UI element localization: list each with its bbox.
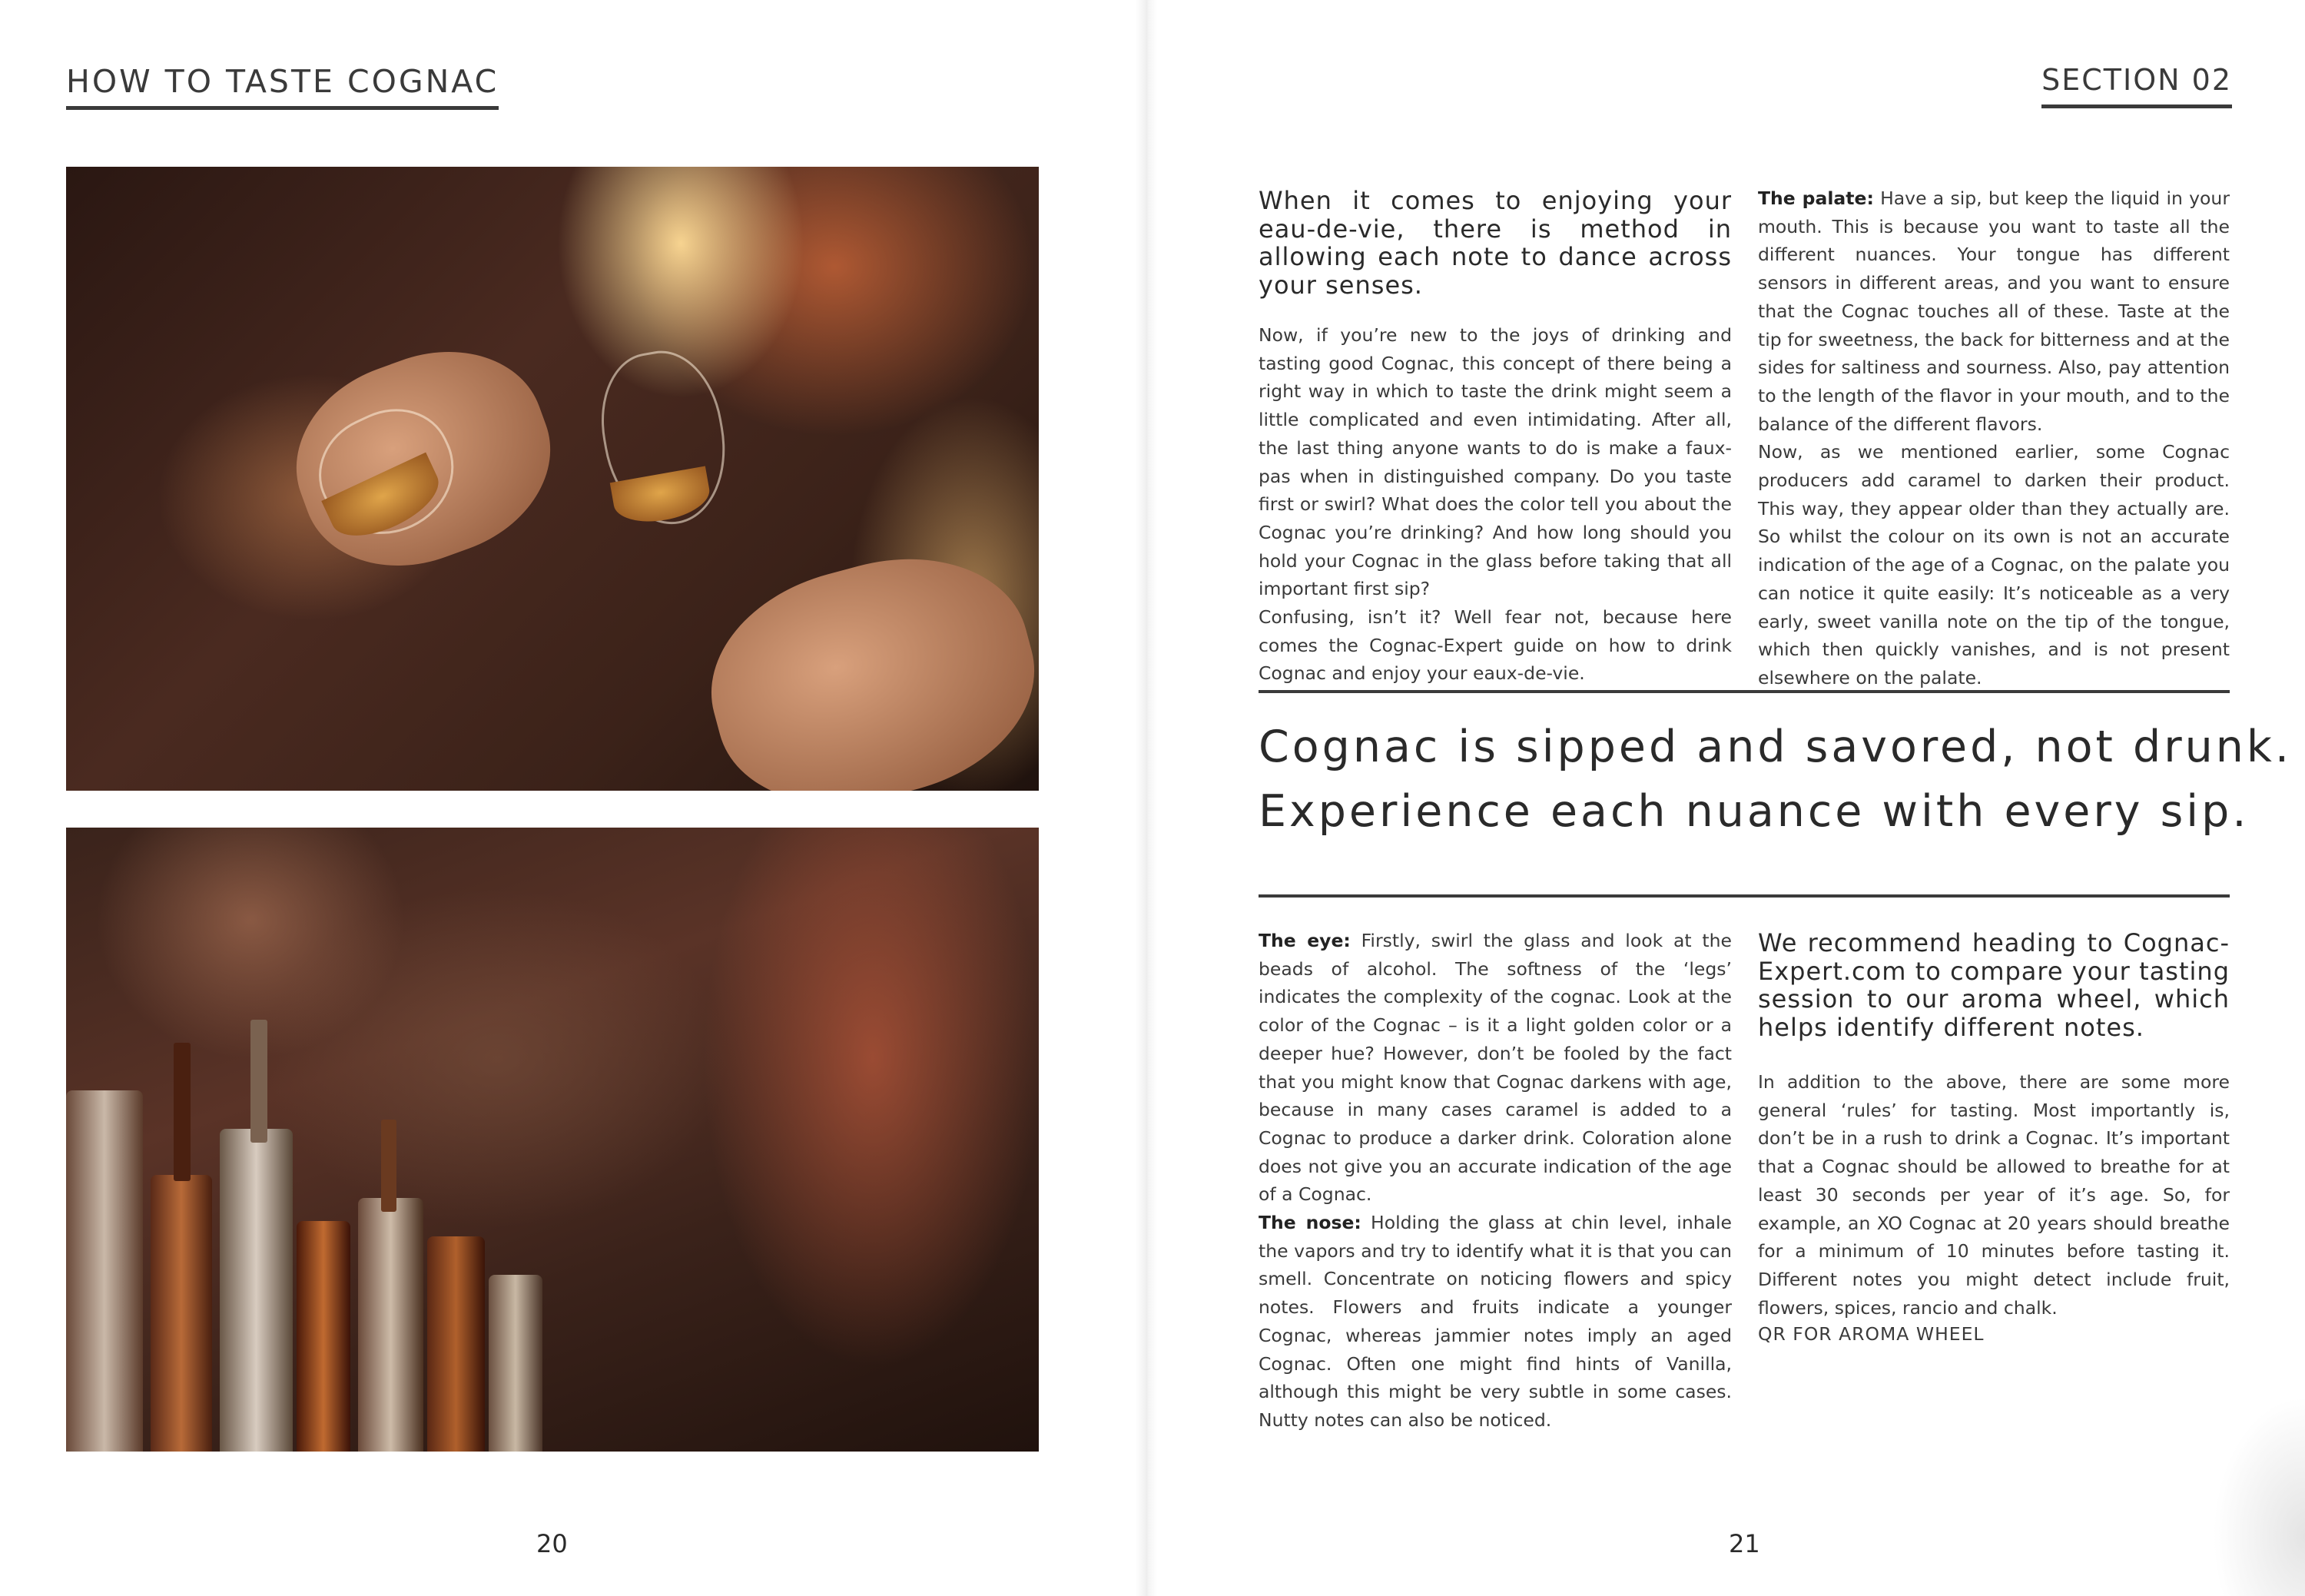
senses-section bbox=[1259, 927, 1732, 1435]
palate-text-2: Now, as we mentioned earlier, some Cognac producers add caramel to darken their product. This way, they appear older than they actually are. So whilst the colour on its own is not an accurate indication of the age of a Cognac, on the palate you can notice it quite easily: It’s noticeable as a very early, sweet vanilla note on the tip of the tongue, which then quickly vanishes, and is not present elsewhere on the palate. bbox=[1758, 441, 2230, 689]
qr-label: QR FOR AROMA WHEEL bbox=[1758, 1323, 1985, 1345]
palate-section bbox=[1758, 184, 2230, 692]
divider-top bbox=[1259, 690, 2230, 693]
page-curl-shadow bbox=[2213, 1396, 2305, 1596]
divider-bottom bbox=[1259, 894, 2230, 898]
page-title: HOW TO TASTE COGNAC bbox=[66, 60, 499, 110]
section-label: SECTION 02 bbox=[2041, 58, 2232, 108]
nose-text: Holding the glass at chin level, inhale the vapors and try to identify what it is that you can smell. Concentrate on noticing flowers and spicy notes. Flowers and fruits indicate a younger Cognac, whereas jammier notes imply an aged Cognac. Often one might find hints of Vanilla, although this might be very subtle in some cases. Nutty notes can also be noticed. bbox=[1259, 1212, 1732, 1431]
page-number-left: 20 bbox=[536, 1529, 568, 1558]
recommend-lead: We recommend heading to Cognac-Expert.com to compare your tasting session to our aroma wheel, which helps identify different notes. bbox=[1758, 928, 2230, 1042]
intro-body-2: Confusing, isn’t it? Well fear not, because here comes the Cognac-Expert guide on how to drink Cognac and enjoy your eaux-de-vie. bbox=[1259, 606, 1732, 685]
rules-body: In addition to the above, there are some more general ‘rules’ for tasting. Most importantly is, don’t be in a rush to drink a Cognac. It’s important that a Cognac should be allowed to breathe for at least 30 seconds per year of it’s age. So, for example, an XO Cognac at 20 years should breathe for a minimum of 10 minutes before tasting it. Different notes you might detect include fruit, flowers, spices, rancio and chalk. bbox=[1758, 1071, 2230, 1319]
palate-text: Have a sip, but keep the liquid in your mouth. This is because you want to taste all the different nuances. Your tongue has different sensors in different areas, and you want to ensure that the Cognac touches all of these. Taste at the tip for sweetness, the back for bitterness and at the sides for saltiness and sourness. Also, pay attention to the length of the flavor in your mouth, and to the balance of the different flavors. bbox=[1758, 187, 2230, 435]
eye-label: The eye: bbox=[1259, 930, 1351, 951]
pull-quote-line-1: Cognac is sipped and savored, not drunk. bbox=[1259, 722, 2293, 772]
intro-body: Now, if you’re new to the joys of drinking and tasting good Cognac, this concept of there being a right way in which to taste the drink might seem a little complicated and even intimidating. After all, the last thing anyone wants to do is make a faux-pas when in distinguished company. Do you taste first or swirl? What does the color tell you about the Cognac you’re drinking? And how long should you hold your Cognac in the glass before taking that all important first sip? bbox=[1259, 324, 1732, 600]
eye-text: Firstly, swirl the glass and look at the beads of alcohol. The softness of the ‘legs’ indicates the complexity of the cognac. Look at the color of the Cognac – is it a light golden color or a deeper hue? However, don’t be fooled by the fact that you might know that Cognac darkens with age, because in many cases caramel is added to a Cognac to produce a darker drink. Coloration alone does not give you an accurate indication of the age of a Cognac. bbox=[1259, 930, 1732, 1206]
nose-label: The nose: bbox=[1259, 1212, 1361, 1234]
rules-text bbox=[1758, 1068, 2230, 1322]
page-gutter bbox=[1136, 0, 1157, 1596]
intro-text bbox=[1259, 321, 1732, 688]
intro-lead: When it comes to enjoying your eau-de-vie, there is method in allowing each note to dance across your senses. bbox=[1259, 186, 1732, 300]
palate-label: The palate: bbox=[1758, 187, 1874, 209]
cognac-bottles-photo bbox=[66, 828, 1039, 1452]
page-number-right: 21 bbox=[1729, 1529, 1760, 1558]
pull-quote bbox=[1259, 715, 2293, 844]
pull-quote-line-2: Experience each nuance with every sip. bbox=[1259, 786, 2250, 837]
cognac-glasses-photo bbox=[66, 167, 1039, 791]
